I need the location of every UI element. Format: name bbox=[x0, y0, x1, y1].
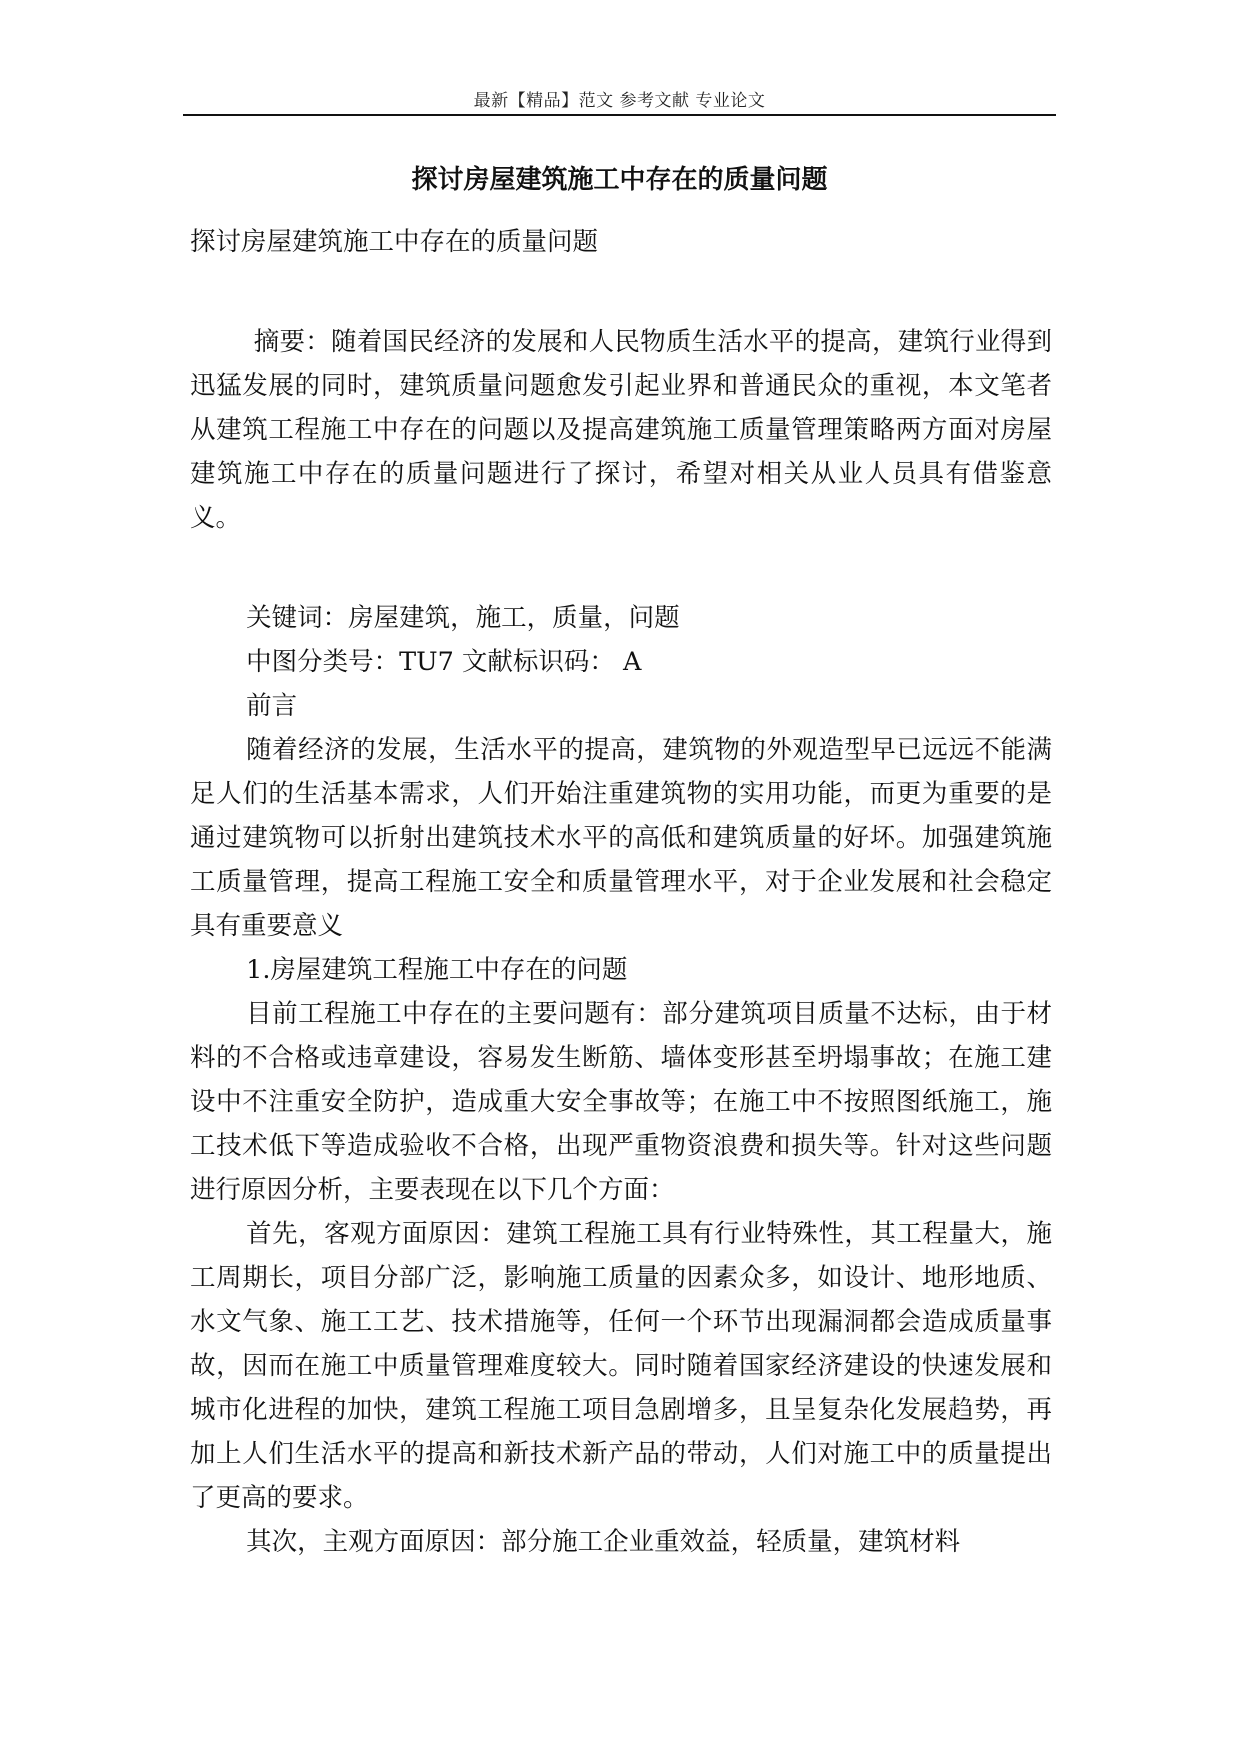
header-divider bbox=[183, 114, 1056, 116]
section-1-paragraph-2: 首先，客观方面原因：建筑工程施工具有行业特殊性，其工程量大，施工周期长，项目分部广泛，影响施工质量的因素众多，如设计、地形地质、水文气象、施工工艺、技术措施等，任何一个环节出现漏洞都会造成质量事故，因而在施工中质量管理难度较大。同时随着国家经济建设的快速发展和城市化进程的加快，建筑工程施工项目急剧增多，且呈复杂化发展趋势，再加上人们生活水平的提高和新技术新产品的带动，人们对施工中的质量提出了更高的要求。 bbox=[190, 1219, 1052, 1513]
section-1-heading: 1.房屋建筑工程施工中存在的问题 bbox=[246, 955, 628, 985]
keywords-line: 关键词：房屋建筑，施工，质量，问题 bbox=[246, 603, 680, 633]
foreword-heading: 前言 bbox=[246, 691, 298, 721]
classification-line: 中图分类号：TU7 文献标识码： A bbox=[246, 647, 642, 677]
page-header: 最新【精品】范文 参考文献 专业论文 bbox=[473, 91, 766, 111]
document-title: 探讨房屋建筑施工中存在的质量问题 bbox=[411, 165, 828, 195]
foreword-paragraph: 随着经济的发展，生活水平的提高，建筑物的外观造型早已远远不能满足人们的生活基本需求，人们开始注重建筑物的实用功能，而更为重要的是通过建筑物可以折射出建筑技术水平的高低和建筑质量的好坏。加强建筑施工质量管理，提高工程施工安全和质量管理水平，对于企业发展和社会稳定具有重要意义 bbox=[190, 735, 1052, 941]
document-subtitle: 探讨房屋建筑施工中存在的质量问题 bbox=[190, 227, 599, 257]
section-1-paragraph-3: 其次，主观方面原因：部分施工企业重效益，轻质量，建筑材料 bbox=[246, 1527, 961, 1557]
section-1-paragraph-1: 目前工程施工中存在的主要问题有：部分建筑项目质量不达标，由于材料的不合格或违章建设，容易发生断筋、墙体变形甚至坍塌事故；在施工建设中不注重安全防护，造成重大安全事故等；在施工中不按照图纸施工，施工技术低下等造成验收不合格，出现严重物资浪费和损失等。针对这些问题进行原因分析，主要表现在以下几个方面： bbox=[190, 999, 1052, 1205]
document-body bbox=[190, 220, 1052, 1564]
abstract-paragraph: 摘要：随着国民经济的发展和人民物质生活水平的提高，建筑行业得到迅猛发展的同时，建筑质量问题愈发引起业界和普通民众的重视，本文笔者从建筑工程施工中存在的问题以及提高建筑施工质量管理策略两方面对房屋建筑施工中存在的质量问题进行了探讨，希望对相关从业人员具有借鉴意义。 bbox=[190, 327, 1052, 533]
